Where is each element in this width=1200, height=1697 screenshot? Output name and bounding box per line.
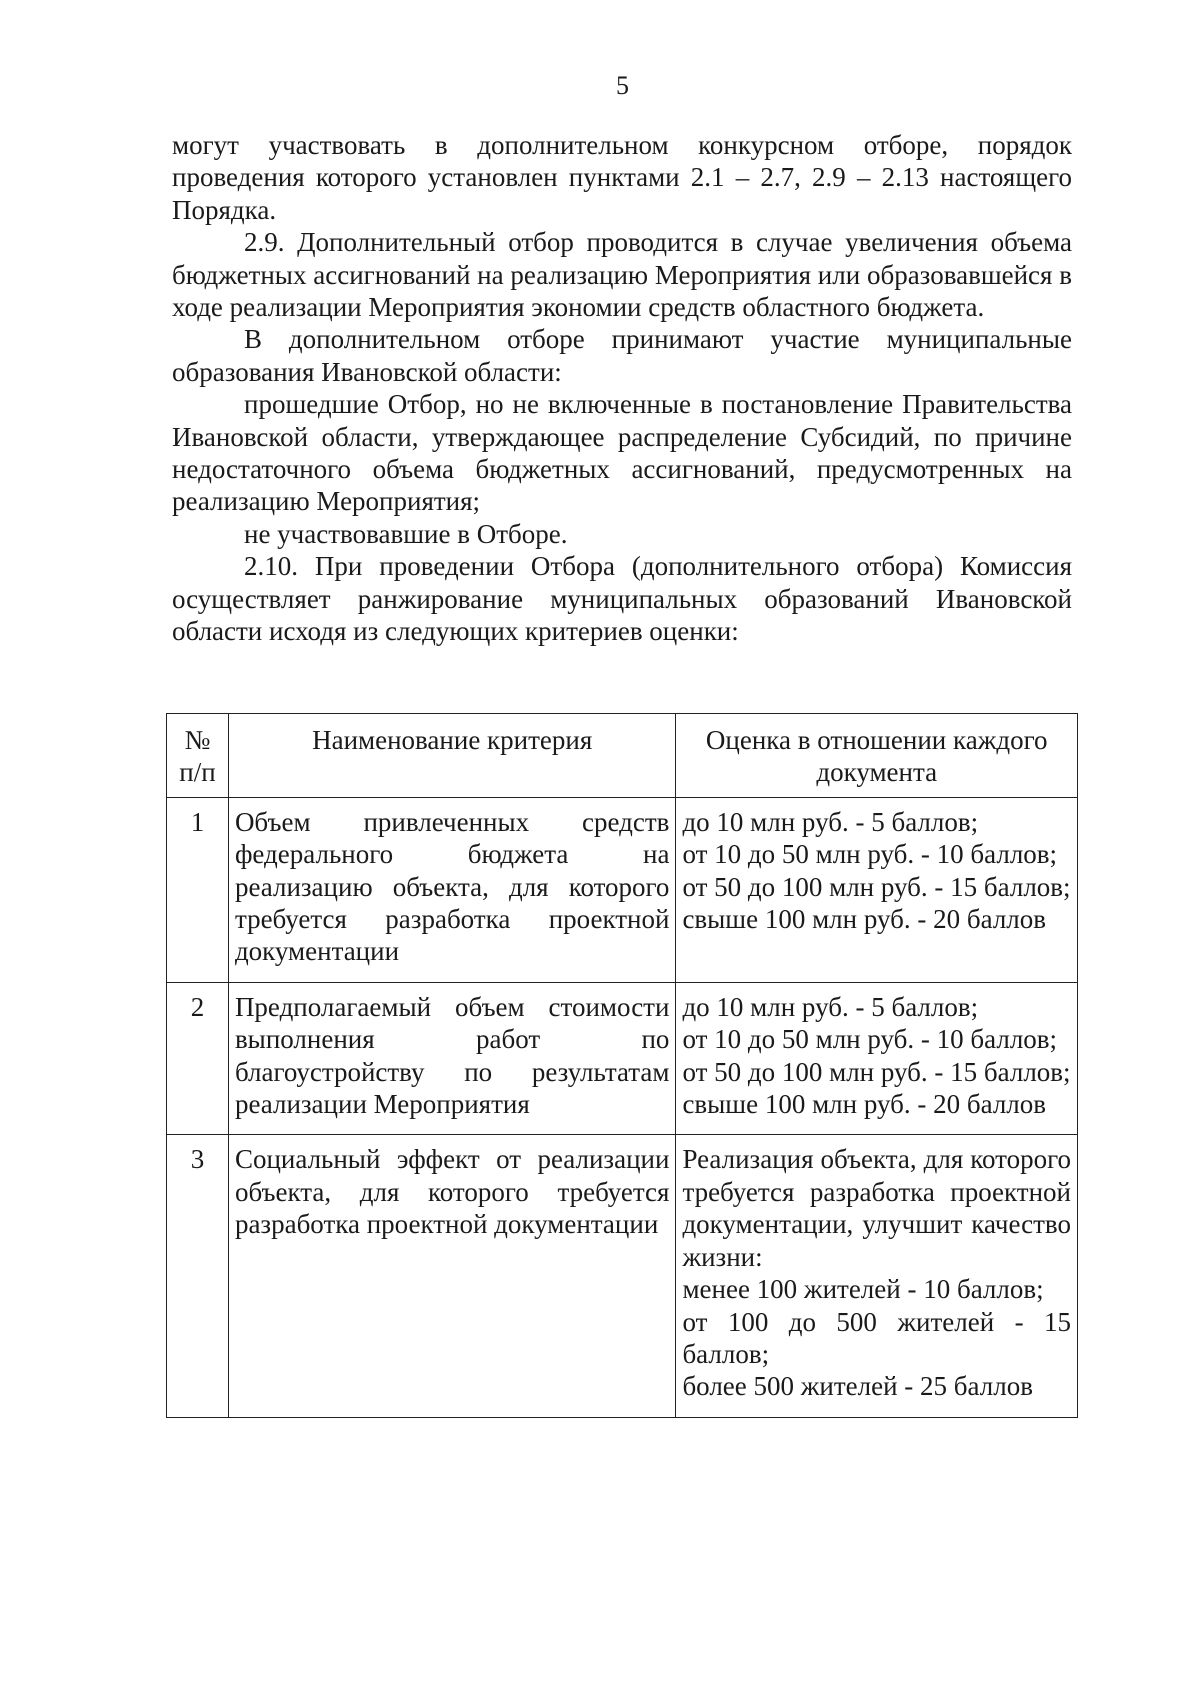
header-score-text: Оценка в отношении каждого документа	[705, 725, 1048, 788]
score-line: от 10 до 50 млн руб. - 10 баллов;	[682, 1024, 1058, 1055]
score-line: свыше 100 млн руб. - 20 баллов	[682, 1089, 1047, 1120]
score-lines	[676, 983, 1077, 1135]
row-number: 2	[190, 991, 205, 1022]
paragraph-participants: В дополнительном отборе принимают участие муниципальные образования Ивановской области:	[172, 324, 1072, 387]
body-text	[172, 129, 1072, 648]
table-row	[167, 982, 1078, 1135]
score-cell	[676, 1135, 1078, 1417]
paragraph-participants-not-participated: не участвовавшие в Отборе.	[244, 518, 568, 549]
score-line: до 10 млн руб. - 5 баллов;	[682, 806, 979, 837]
header-number-text: № п/п	[179, 725, 216, 788]
header-number	[167, 714, 229, 798]
row-number: 3	[190, 1144, 205, 1175]
score-line: более 500 жителей - 25 баллов	[682, 1371, 1033, 1402]
score-lines	[676, 1135, 1077, 1416]
score-line: от 100 до 500 жителей - 15 баллов;	[682, 1306, 1071, 1369]
table-row	[167, 797, 1078, 982]
score-line: от 10 до 50 млн руб. - 10 баллов;	[682, 839, 1058, 870]
score-line: свыше 100 млн руб. - 20 баллов	[682, 904, 1047, 935]
score-line: до 10 млн руб. - 5 баллов;	[682, 991, 979, 1022]
row-number-cell	[167, 797, 229, 982]
score-line: от 50 до 100 млн руб. - 15 баллов;	[682, 1056, 1071, 1087]
criterion-name: Социальный эффект от реализации объекта, для которого требуется разработка проектной документации	[234, 1144, 670, 1240]
paragraph-2-10: 2.10. При проведении Отбора (дополнительного отбора) Комиссия осуществляет ранжирование муниципальных образований Ивановской области исходя из следующих критериев оценки:	[172, 551, 1072, 647]
criterion-name-cell	[228, 1135, 676, 1417]
criterion-name: Объем привлеченных средств федерального бюджета на реализацию объекта, для которого требуется разработка проектной документации	[234, 806, 670, 967]
criterion-name-cell	[228, 797, 676, 982]
row-number-cell	[167, 982, 229, 1135]
paragraph-continuation: могут участвовать в дополнительном конкурсном отборе, порядок проведения которого установлен пунктами 2.1 – 2.7, 2.9 – 2.13 настоящего Порядка.	[172, 130, 1072, 225]
table-row	[167, 1135, 1078, 1417]
paragraph-2-9: 2.9. Дополнительный отбор проводится в случае увеличения объема бюджетных ассигнований на реализацию Мероприятия или образовавшейся в ходе реализации Мероприятия экономии средств областного бюджета.	[172, 227, 1072, 323]
score-line: от 50 до 100 млн руб. - 15 баллов;	[682, 871, 1071, 902]
score-cell	[676, 797, 1078, 982]
score-line: менее 100 жителей - 10 баллов;	[682, 1274, 1044, 1305]
score-cell	[676, 982, 1078, 1135]
score-lines	[676, 798, 1077, 950]
row-number: 1	[190, 806, 205, 837]
criterion-name-cell	[228, 982, 676, 1135]
table-header-row	[167, 714, 1078, 798]
row-number-cell	[167, 1135, 229, 1417]
paragraph-participants-passed: прошедшие Отбор, но не включенные в постановление Правительства Ивановской области, утверждающее распределение Субсидий, по причине недостаточного объема бюджетных ассигнований, предусмотренных на реализацию Мероприятия;	[172, 389, 1072, 517]
score-line: Реализация объекта, для которого требуется разработка проектной документации, улучшит качество жизни:	[682, 1144, 1071, 1272]
criterion-name: Предполагаемый объем стоимости выполнения работ по благоустройству по результатам реализации Мероприятия	[234, 991, 670, 1120]
criteria-table	[166, 713, 1078, 1418]
header-criterion-name	[228, 714, 676, 798]
header-criterion-name-text: Наименование критерия	[312, 725, 593, 755]
page-number: 5	[616, 71, 629, 100]
header-score	[676, 714, 1078, 798]
